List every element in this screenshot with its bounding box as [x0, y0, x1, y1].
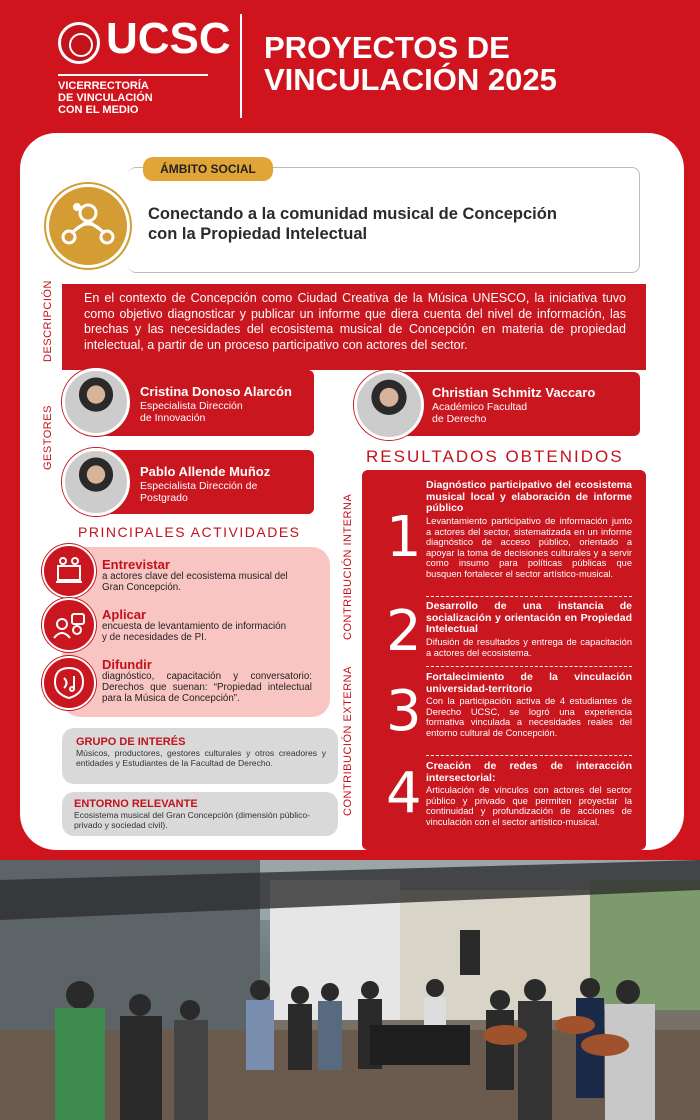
result-title: Desarrollo de una instancia de socialización y orientación en Propiedad Intelectual	[426, 600, 632, 635]
interest-group-box	[62, 728, 338, 784]
activity-desc: a actores clave del ecosistema musical del Gran Concepción.	[102, 571, 288, 593]
result-number: 1	[386, 505, 422, 570]
event-photo	[0, 860, 700, 1120]
external-contribution-label: CONTRIBUCIÓN EXTERNA	[342, 666, 354, 816]
ucsc-logo-text: UCSC	[106, 14, 231, 63]
page-title-line-2: VINCULACIÓN 2025	[264, 62, 557, 97]
activity-name: Difundir	[102, 657, 152, 672]
result-text: Con la participación activa de 4 estudiantes de Derecho UCSC, se logró una experiencia formativa vinculada a necesidades reales del entorno cultural de Concepción.	[426, 696, 632, 738]
activity-name: Aplicar	[102, 607, 147, 622]
unit-line-3: CON EL MEDIO	[58, 104, 139, 116]
manager-role-line-1: Académico Facultad	[432, 401, 528, 413]
project-title	[148, 204, 628, 244]
result-text: Articulación de vínculos con actores del sector público y privado que permiten proyectar la continuidad y profundización de acciones de vinculación con el sector artístico-musical.	[426, 785, 632, 827]
results-title: RESULTADOS OBTENIDOS	[366, 447, 624, 466]
header-divider	[240, 14, 242, 118]
ucsc-seal-logo	[58, 22, 100, 64]
header-underline	[58, 74, 208, 76]
network-people-icon	[46, 184, 130, 268]
manager-role-line-2: Postgrado	[140, 492, 188, 504]
result-divider	[426, 666, 632, 667]
result-number: 2	[386, 599, 422, 664]
unit-name	[58, 80, 238, 116]
survey-icon	[42, 598, 96, 652]
manager-photo-3	[354, 370, 424, 440]
manager-role-line-2: de Derecho	[432, 413, 487, 425]
activity-desc: diagnóstico, capacitación y conversatorio: Derechos que suenan: “Propiedad intelectual para la Música de Concepción”.	[102, 671, 312, 704]
manager-role-line-1: Especialista Dirección	[140, 400, 243, 412]
manager-role	[140, 400, 243, 424]
brain-music-icon	[42, 656, 96, 710]
page-title-line-1: PROYECTOS DE	[264, 30, 510, 65]
environment-title: ENTORNO RELEVANTE	[74, 798, 198, 810]
interview-icon	[42, 544, 96, 598]
result-text: Difusión de resultados y entrega de capacitación a actores del ecosistema.	[426, 637, 632, 658]
event-photo-illustration	[0, 860, 700, 1120]
manager-photo-2	[62, 448, 130, 516]
activity-desc: encuesta de levantamiento de información y de necesidades de PI.	[102, 621, 287, 643]
manager-name: Pablo Allende Muñoz	[140, 464, 271, 479]
manager-photo-1	[62, 368, 130, 436]
project-title-line-2: con la Propiedad Intelectual	[148, 225, 368, 243]
unit-line-1: VICERRECTORÍA	[58, 80, 149, 92]
manager-role	[432, 401, 527, 425]
manager-name: Christian Schmitz Vaccaro	[432, 385, 596, 400]
internal-contribution-label: CONTRIBUCIÓN INTERNA	[342, 493, 354, 640]
result-number: 4	[386, 761, 422, 826]
page-title	[264, 32, 684, 96]
manager-role-line-2: de Innovación	[140, 412, 206, 424]
result-number: 3	[386, 679, 422, 744]
result-title: Diagnóstico participativo del ecosistema musical local y elaboración de informe público	[426, 479, 632, 514]
result-title: Creación de redes de interacción intersectorial:	[426, 760, 632, 784]
activities-title: PRINCIPALES ACTIVIDADES	[78, 524, 301, 540]
description-label: DESCRIPCIÓN	[42, 280, 54, 362]
result-text: Levantamiento participativo de información junto a actores del sector, sistematizada en un informe diagnóstico de acceso público, orientado a apoyar la toma de decisiones culturales y a servir como insumo para políticas públicas que busquen fortalecer el sector artístico-musical.	[426, 516, 632, 579]
interest-group-title: GRUPO DE INTERÉS	[76, 736, 186, 748]
activity-name: Entrevistar	[102, 557, 170, 572]
result-title: Fortalecimiento de la vinculación universidad-territorio	[426, 671, 632, 695]
interest-group-text: Músicos, productores, gestores culturales y otros creadores y entidades y Estudiantes de la Facultad de Derecho.	[76, 748, 326, 768]
scope-badge: ÁMBITO SOCIAL	[143, 157, 273, 181]
manager-role-line-1: Especialista Dirección de	[140, 480, 258, 492]
manager-role	[140, 480, 257, 504]
description-text: En el contexto de Concepción como Ciudad Creativa de la Música UNESCO, la iniciativa tuvo como objetivo diagnosticar y publicar un informe que diera cuenta del nivel de información, las brechas y las necesidades del ecosistema musical de Concepción en materia de propiedad intelectual, a partir de un proceso participativo con actores del sector.	[62, 284, 646, 370]
environment-text: Ecosistema musical del Gran Concepción (dimensión público-privado y sociedad civil).	[74, 810, 310, 830]
managers-label: GESTORES	[42, 405, 54, 470]
environment-box	[62, 792, 338, 836]
manager-name: Cristina Donoso Alarcón	[140, 384, 292, 399]
unit-line-2: DE VINCULACIÓN	[58, 92, 153, 104]
result-divider	[426, 596, 632, 597]
result-divider	[426, 755, 632, 756]
project-title-line-1: Conectando a la comunidad musical de Concepción	[148, 205, 557, 223]
results-panel	[362, 470, 646, 850]
